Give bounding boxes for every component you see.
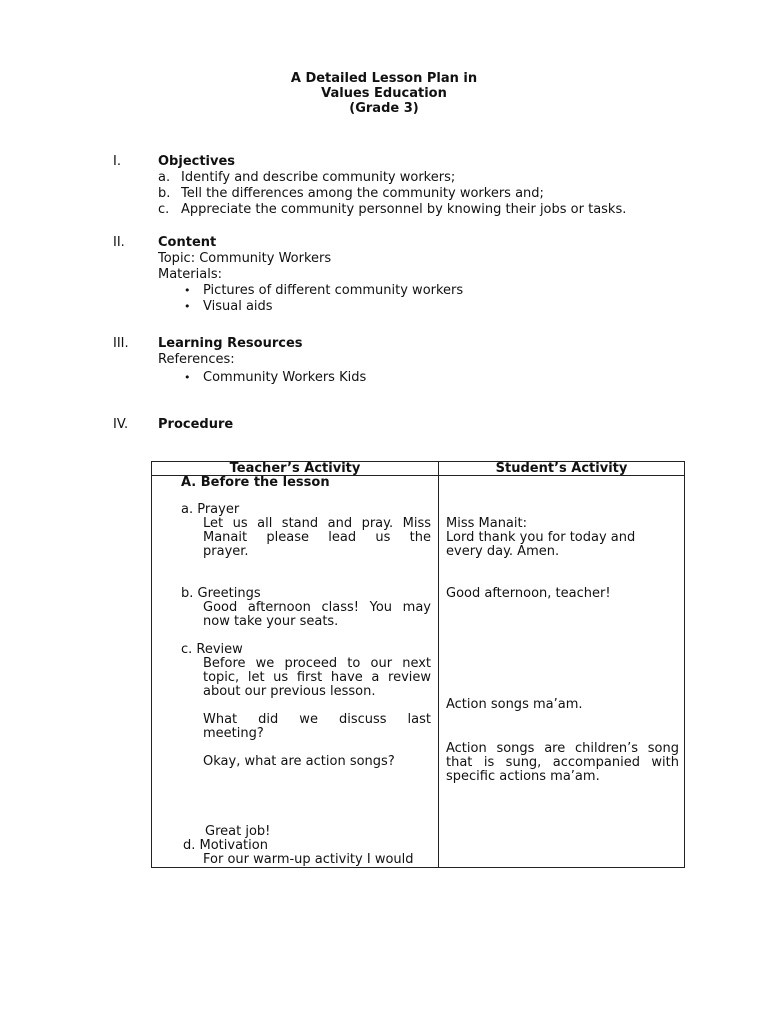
prayer-text: Let us all stand and pray. Miss <box>203 516 431 531</box>
review-label: c. Review <box>181 642 243 657</box>
prayer-label: a. Prayer <box>181 502 240 517</box>
section-heading: Objectives <box>158 154 236 169</box>
student-response: Good afternoon, teacher! <box>446 586 611 601</box>
review-text: about our previous lesson. <box>203 684 376 699</box>
section-heading: Learning Resources <box>158 336 303 351</box>
bullet-icon: • <box>184 300 191 313</box>
list-item: • Visual aids <box>184 299 273 314</box>
motivation-text: For our warm-up activity I would <box>203 852 414 867</box>
student-response: Action songs are children’s song <box>446 741 679 756</box>
question-text: meeting? <box>203 726 264 741</box>
column-header-teacher: Teacher’s Activity <box>152 462 439 476</box>
question-text: Okay, what are action songs? <box>203 754 395 769</box>
section-heading: Content <box>158 235 217 250</box>
student-response: Action songs ma’am. <box>446 697 583 712</box>
student-activity-cell <box>439 476 685 868</box>
list-item: • Community Workers Kids <box>184 370 367 385</box>
praise-text: Great job! <box>205 824 271 839</box>
review-text: Before we proceed to our next <box>203 656 431 671</box>
section-heading: Procedure <box>158 417 234 432</box>
references-label: References: <box>158 352 235 367</box>
review-text: topic, let us first have a review <box>203 670 431 685</box>
student-response: every day. Amen. <box>446 544 560 559</box>
objective-item: a. Identify and describe community workers; <box>158 170 456 185</box>
materials-label: Materials: <box>158 267 222 282</box>
student-response: Lord thank you for today and <box>446 530 636 545</box>
greetings-text: Good afternoon class! You may <box>203 600 431 615</box>
list-item: • Pictures of different community workers <box>184 283 464 298</box>
greetings-text: now take your seats. <box>203 614 339 629</box>
objective-item: b. Tell the differences among the community workers and; <box>158 186 544 201</box>
prayer-text: Manait please lead us the <box>203 530 431 545</box>
procedure-table <box>151 461 685 868</box>
title-line-2: Values Education <box>321 86 447 101</box>
prayer-text: prayer. <box>203 544 249 559</box>
teacher-activity-cell <box>152 476 439 868</box>
column-header-student: Student’s Activity <box>439 462 685 476</box>
section-number: II. <box>113 235 125 250</box>
bullet-icon: • <box>184 284 191 297</box>
section-number: I. <box>113 154 121 169</box>
student-response: that is sung, accompanied with <box>446 755 679 770</box>
section-number: III. <box>113 336 129 351</box>
motivation-label: d. Motivation <box>183 838 268 853</box>
question-text: What did we discuss last <box>203 712 431 727</box>
document-title <box>0 71 768 116</box>
student-response: Miss Manait: <box>446 516 527 531</box>
greetings-label: b. Greetings <box>181 586 261 601</box>
student-response: specific actions ma’am. <box>446 769 600 784</box>
bullet-icon: • <box>184 371 191 384</box>
objective-item: c. Appreciate the community personnel by knowing their jobs or tasks. <box>158 202 627 217</box>
topic-line: Topic: Community Workers <box>158 251 332 266</box>
title-line-3: (Grade 3) <box>349 101 419 116</box>
before-lesson-heading: A. Before the lesson <box>181 475 330 490</box>
title-line-1: A Detailed Lesson Plan in <box>290 71 478 86</box>
section-number: IV. <box>113 417 129 432</box>
